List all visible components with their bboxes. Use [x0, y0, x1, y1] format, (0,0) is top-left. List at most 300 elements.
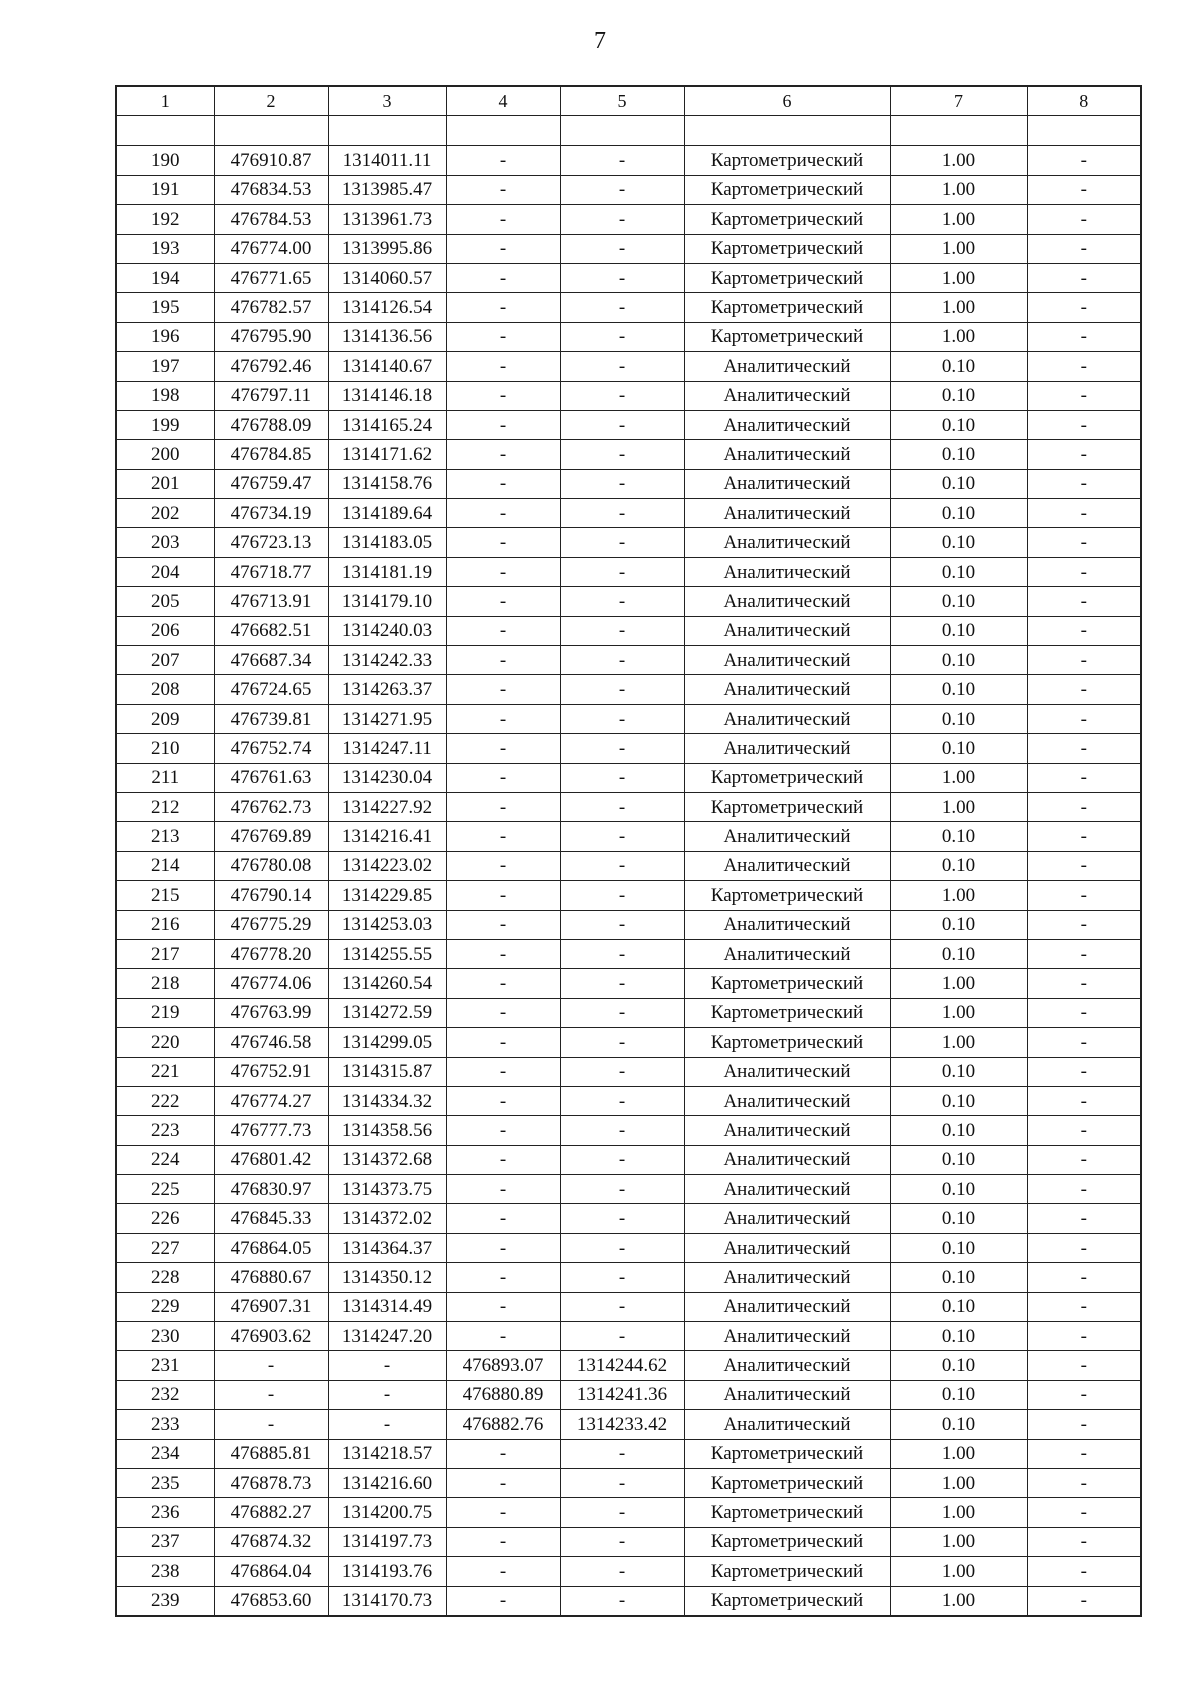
table-cell: - — [560, 1498, 684, 1527]
table-cell: 1314216.60 — [328, 1468, 446, 1497]
table-cell: 1.00 — [890, 1527, 1027, 1556]
table-cell: 1314299.05 — [328, 1028, 446, 1057]
table-row — [116, 675, 1141, 704]
table-cell: 476893.07 — [446, 1351, 560, 1380]
table-cell: 223 — [116, 1116, 214, 1145]
table-cell: 192 — [116, 205, 214, 234]
table-cell: Аналитический — [684, 557, 890, 586]
table-cell: - — [1027, 1292, 1141, 1321]
table-cell: - — [1027, 1057, 1141, 1086]
table-cell: - — [1027, 851, 1141, 880]
table-cell: - — [560, 1292, 684, 1321]
table-cell — [116, 116, 214, 146]
table-cell: - — [560, 1557, 684, 1586]
table-cell: Аналитический — [684, 1351, 890, 1380]
column-header: 1 — [116, 86, 214, 116]
table-cell: Картометрический — [684, 763, 890, 792]
table-cell: - — [560, 910, 684, 939]
table-cell: - — [560, 1116, 684, 1145]
table-cell: - — [446, 1263, 560, 1292]
table-cell: - — [446, 440, 560, 469]
table-cell: Аналитический — [684, 646, 890, 675]
table-cell: 0.10 — [890, 851, 1027, 880]
table-cell: 0.10 — [890, 939, 1027, 968]
table-cell: - — [560, 1175, 684, 1204]
table-cell: Аналитический — [684, 851, 890, 880]
table-cell: Аналитический — [684, 440, 890, 469]
table-cell: - — [446, 557, 560, 586]
table-cell: 1314372.68 — [328, 1145, 446, 1174]
table-cell: 237 — [116, 1527, 214, 1556]
table-cell: Аналитический — [684, 616, 890, 645]
table-cell: - — [446, 587, 560, 616]
table-cell: - — [1027, 969, 1141, 998]
table-cell: 476830.97 — [214, 1175, 328, 1204]
table-cell: Картометрический — [684, 146, 890, 175]
table-cell: Аналитический — [684, 410, 890, 439]
table-row — [116, 499, 1141, 528]
table-cell: - — [446, 499, 560, 528]
table-cell: 194 — [116, 263, 214, 292]
table-cell: 476687.34 — [214, 646, 328, 675]
table-cell: Аналитический — [684, 734, 890, 763]
table-cell: 1314136.56 — [328, 322, 446, 351]
table-cell: - — [560, 998, 684, 1027]
table-cell: Аналитический — [684, 1145, 890, 1174]
table-cell: Картометрический — [684, 263, 890, 292]
table-cell — [1027, 116, 1141, 146]
table-cell: 0.10 — [890, 675, 1027, 704]
table-row — [116, 1204, 1141, 1233]
table-cell: 476778.20 — [214, 939, 328, 968]
table-cell: - — [560, 352, 684, 381]
table-cell: 197 — [116, 352, 214, 381]
table-cell: - — [560, 410, 684, 439]
table-cell: - — [1027, 1468, 1141, 1497]
table-cell: - — [1027, 704, 1141, 733]
table-cell: 1.00 — [890, 1439, 1027, 1468]
table-cell: Аналитический — [684, 587, 890, 616]
table-cell: - — [446, 528, 560, 557]
table-cell: - — [560, 205, 684, 234]
table-cell: Аналитический — [684, 499, 890, 528]
table-cell: 199 — [116, 410, 214, 439]
table-cell: 1314179.10 — [328, 587, 446, 616]
table-cell: 212 — [116, 792, 214, 821]
table-cell: 0.10 — [890, 1233, 1027, 1262]
table-cell: 1314314.49 — [328, 1292, 446, 1321]
table-cell: Картометрический — [684, 881, 890, 910]
table-cell: - — [1027, 1586, 1141, 1616]
table-cell: 219 — [116, 998, 214, 1027]
table-cell: 1314244.62 — [560, 1351, 684, 1380]
table-cell: 1.00 — [890, 969, 1027, 998]
table-cell: 476801.42 — [214, 1145, 328, 1174]
table-cell: - — [446, 146, 560, 175]
table-cell: - — [1027, 1380, 1141, 1409]
table-row — [116, 352, 1141, 381]
table-cell: - — [560, 528, 684, 557]
table-cell: 1314060.57 — [328, 263, 446, 292]
table-cell: - — [560, 734, 684, 763]
table-cell: 1313985.47 — [328, 175, 446, 204]
table-cell: Аналитический — [684, 1292, 890, 1321]
table-cell: 476734.19 — [214, 499, 328, 528]
table-cell: - — [1027, 675, 1141, 704]
table-row — [116, 528, 1141, 557]
table-cell: Картометрический — [684, 175, 890, 204]
table-cell: 476885.81 — [214, 1439, 328, 1468]
table-row — [116, 293, 1141, 322]
table-cell: 1314263.37 — [328, 675, 446, 704]
table-cell: 1314181.19 — [328, 557, 446, 586]
header-row — [116, 86, 1141, 116]
table-row — [116, 146, 1141, 175]
table-row — [116, 851, 1141, 880]
table-cell: - — [560, 1439, 684, 1468]
table-cell: 205 — [116, 587, 214, 616]
table-cell: 1314146.18 — [328, 381, 446, 410]
table-cell: Картометрический — [684, 1498, 890, 1527]
table-cell: - — [560, 851, 684, 880]
table-row — [116, 1086, 1141, 1115]
table-cell: 476795.90 — [214, 322, 328, 351]
table-cell: 238 — [116, 1557, 214, 1586]
table-cell: Аналитический — [684, 1057, 890, 1086]
table-cell: - — [560, 469, 684, 498]
table-cell: Аналитический — [684, 704, 890, 733]
table-row — [116, 587, 1141, 616]
table-cell: - — [446, 1498, 560, 1527]
table-cell: 476759.47 — [214, 469, 328, 498]
table-cell: 203 — [116, 528, 214, 557]
table-cell: 235 — [116, 1468, 214, 1497]
table-cell: Аналитический — [684, 1322, 890, 1351]
table-cell: - — [560, 234, 684, 263]
table-cell: - — [446, 1145, 560, 1174]
page-number: 7 — [594, 28, 606, 54]
table-cell: 476907.31 — [214, 1292, 328, 1321]
table-cell: 190 — [116, 146, 214, 175]
table-cell: - — [1027, 763, 1141, 792]
table-cell: 476797.11 — [214, 381, 328, 410]
table-cell: - — [1027, 1233, 1141, 1262]
table-cell: 476774.06 — [214, 969, 328, 998]
table-row — [116, 1527, 1141, 1556]
table-cell: 1.00 — [890, 881, 1027, 910]
table-cell: - — [560, 1204, 684, 1233]
table-cell: Аналитический — [684, 528, 890, 557]
table-cell: Картометрический — [684, 293, 890, 322]
table-cell: 224 — [116, 1145, 214, 1174]
table-cell: 1314255.55 — [328, 939, 446, 968]
table-cell: - — [446, 704, 560, 733]
table-row — [116, 822, 1141, 851]
table-cell: - — [1027, 557, 1141, 586]
table-cell: - — [214, 1380, 328, 1409]
table-cell: Картометрический — [684, 792, 890, 821]
table-row — [116, 910, 1141, 939]
table-cell: - — [1027, 205, 1141, 234]
table-cell: - — [1027, 998, 1141, 1027]
table-cell: - — [1027, 910, 1141, 939]
table-cell: - — [560, 322, 684, 351]
table-cell: 230 — [116, 1322, 214, 1351]
table-cell: 476882.27 — [214, 1498, 328, 1527]
table-cell: 201 — [116, 469, 214, 498]
table-cell: 0.10 — [890, 1351, 1027, 1380]
table-cell: - — [560, 939, 684, 968]
table-cell: 1314197.73 — [328, 1527, 446, 1556]
table-cell: 476777.73 — [214, 1116, 328, 1145]
table-cell: Картометрический — [684, 1028, 890, 1057]
table-row — [116, 263, 1141, 292]
table-cell: - — [446, 1057, 560, 1086]
table-cell: 476774.00 — [214, 234, 328, 263]
table-cell: Аналитический — [684, 1204, 890, 1233]
table-cell: 0.10 — [890, 1204, 1027, 1233]
table-cell: - — [446, 175, 560, 204]
table-cell: - — [328, 1380, 446, 1409]
table-cell: 239 — [116, 1586, 214, 1616]
table-cell: 476784.85 — [214, 440, 328, 469]
table-row — [116, 646, 1141, 675]
table-cell: - — [1027, 734, 1141, 763]
table-cell: - — [446, 763, 560, 792]
table-cell: - — [1027, 381, 1141, 410]
table-row — [116, 175, 1141, 204]
table-cell: 1314140.67 — [328, 352, 446, 381]
table-cell: 1.00 — [890, 293, 1027, 322]
table-cell: Картометрический — [684, 1557, 890, 1586]
table-cell: 1.00 — [890, 1028, 1027, 1057]
table-cell — [328, 116, 446, 146]
table-cell: - — [1027, 146, 1141, 175]
table-cell: 1.00 — [890, 1557, 1027, 1586]
table-cell: Аналитический — [684, 469, 890, 498]
table-cell: - — [1027, 469, 1141, 498]
table-cell: - — [1027, 528, 1141, 557]
table-cell: - — [560, 381, 684, 410]
table-row — [116, 1057, 1141, 1086]
table-cell: - — [446, 646, 560, 675]
table-cell: - — [560, 1233, 684, 1262]
table-cell: - — [560, 1145, 684, 1174]
table-cell: 214 — [116, 851, 214, 880]
table-cell: 476834.53 — [214, 175, 328, 204]
table-cell: - — [560, 499, 684, 528]
table-cell: - — [446, 1233, 560, 1262]
table-row — [116, 998, 1141, 1027]
table-cell: - — [560, 1322, 684, 1351]
table-cell: 1314216.41 — [328, 822, 446, 851]
table-cell: 218 — [116, 969, 214, 998]
table-row — [116, 234, 1141, 263]
table-cell: 0.10 — [890, 910, 1027, 939]
table-cell: - — [446, 969, 560, 998]
table-cell: Картометрический — [684, 234, 890, 263]
table-cell: 1314247.11 — [328, 734, 446, 763]
table-cell: 476845.33 — [214, 1204, 328, 1233]
table-cell — [214, 116, 328, 146]
table-row — [116, 1586, 1141, 1616]
table-cell: 216 — [116, 910, 214, 939]
table-row — [116, 1439, 1141, 1468]
table-row — [116, 881, 1141, 910]
table-cell: 231 — [116, 1351, 214, 1380]
table-cell: Аналитический — [684, 352, 890, 381]
table-cell: 209 — [116, 704, 214, 733]
table-cell: 0.10 — [890, 646, 1027, 675]
table-cell: 476864.05 — [214, 1233, 328, 1262]
table-cell: 1314272.59 — [328, 998, 446, 1027]
table-row — [116, 939, 1141, 968]
table-cell: - — [560, 822, 684, 851]
table-cell: - — [446, 322, 560, 351]
table-cell: Аналитический — [684, 1086, 890, 1115]
table-cell: 476792.46 — [214, 352, 328, 381]
table-cell: 215 — [116, 881, 214, 910]
table-cell: 1.00 — [890, 1498, 1027, 1527]
table-cell: 0.10 — [890, 410, 1027, 439]
table-cell: 476752.91 — [214, 1057, 328, 1086]
table-cell: 1314189.64 — [328, 499, 446, 528]
column-header: 5 — [560, 86, 684, 116]
table-cell: - — [1027, 1086, 1141, 1115]
column-header: 2 — [214, 86, 328, 116]
table-cell: - — [446, 263, 560, 292]
table-cell: 0.10 — [890, 528, 1027, 557]
table-cell: - — [446, 881, 560, 910]
table-cell: Картометрический — [684, 1468, 890, 1497]
table-cell: Аналитический — [684, 910, 890, 939]
table-cell: 234 — [116, 1439, 214, 1468]
table-cell: 1314240.03 — [328, 616, 446, 645]
table-cell: - — [560, 146, 684, 175]
table-cell: 191 — [116, 175, 214, 204]
table-cell: 217 — [116, 939, 214, 968]
table-cell: Аналитический — [684, 1263, 890, 1292]
table-body — [116, 116, 1141, 1616]
table-cell: - — [1027, 939, 1141, 968]
blank-row — [116, 116, 1141, 146]
table-cell: Аналитический — [684, 1233, 890, 1262]
table-cell: Аналитический — [684, 939, 890, 968]
table-cell: 1314241.36 — [560, 1380, 684, 1409]
table-cell: 1314126.54 — [328, 293, 446, 322]
table-cell: - — [560, 792, 684, 821]
table-cell: 0.10 — [890, 1380, 1027, 1409]
table-cell: - — [560, 557, 684, 586]
table-cell: 0.10 — [890, 469, 1027, 498]
table-cell: - — [1027, 616, 1141, 645]
table-cell: 476882.76 — [446, 1410, 560, 1439]
column-header: 8 — [1027, 86, 1141, 116]
table-cell: 208 — [116, 675, 214, 704]
table-cell — [684, 116, 890, 146]
table-cell: 476853.60 — [214, 1586, 328, 1616]
table-row — [116, 322, 1141, 351]
table-cell: 1314271.95 — [328, 704, 446, 733]
table-cell: - — [446, 1086, 560, 1115]
table-cell: 476713.91 — [214, 587, 328, 616]
table-row — [116, 381, 1141, 410]
table-cell: 476782.57 — [214, 293, 328, 322]
table-cell: - — [1027, 881, 1141, 910]
table-cell: 1314011.11 — [328, 146, 446, 175]
table-cell: 476780.08 — [214, 851, 328, 880]
table-cell: 236 — [116, 1498, 214, 1527]
table-cell: - — [446, 1527, 560, 1556]
table-cell: - — [446, 1116, 560, 1145]
table-cell: - — [328, 1410, 446, 1439]
table-cell: - — [560, 293, 684, 322]
table-cell: 476874.32 — [214, 1527, 328, 1556]
table-cell: - — [560, 616, 684, 645]
table-cell: 1.00 — [890, 205, 1027, 234]
table-cell: 198 — [116, 381, 214, 410]
table-cell — [560, 116, 684, 146]
table-cell: - — [1027, 1410, 1141, 1439]
table-cell: 222 — [116, 1086, 214, 1115]
table-row — [116, 1557, 1141, 1586]
table-cell: 204 — [116, 557, 214, 586]
table-cell: 0.10 — [890, 1322, 1027, 1351]
table-cell: - — [560, 646, 684, 675]
table-cell: - — [446, 792, 560, 821]
table-cell: 476903.62 — [214, 1322, 328, 1351]
table-row — [116, 616, 1141, 645]
table-cell: - — [446, 910, 560, 939]
table-cell: - — [560, 1468, 684, 1497]
table-cell: 193 — [116, 234, 214, 263]
table-cell: 476880.89 — [446, 1380, 560, 1409]
table-cell: - — [446, 293, 560, 322]
table-cell: 200 — [116, 440, 214, 469]
table-cell: - — [446, 1439, 560, 1468]
table-cell: 0.10 — [890, 499, 1027, 528]
table-cell: Картометрический — [684, 322, 890, 351]
table-row — [116, 1468, 1141, 1497]
table-cell: 195 — [116, 293, 214, 322]
table-cell: 0.10 — [890, 1116, 1027, 1145]
table-cell — [446, 116, 560, 146]
table-cell: 476910.87 — [214, 146, 328, 175]
table-cell: - — [446, 1468, 560, 1497]
table-cell: 476761.63 — [214, 763, 328, 792]
table-cell: 476682.51 — [214, 616, 328, 645]
table-row — [116, 557, 1141, 586]
table-cell: - — [446, 469, 560, 498]
table-cell: 210 — [116, 734, 214, 763]
table-cell: 0.10 — [890, 1410, 1027, 1439]
table-cell: - — [1027, 1498, 1141, 1527]
table-cell: - — [1027, 499, 1141, 528]
table-cell: - — [1027, 1322, 1141, 1351]
table-row — [116, 1292, 1141, 1321]
table-cell: Картометрический — [684, 969, 890, 998]
table-cell: - — [1027, 1527, 1141, 1556]
table-cell: 1314193.76 — [328, 1557, 446, 1586]
table-cell: - — [1027, 263, 1141, 292]
table-cell: - — [214, 1351, 328, 1380]
table-cell: - — [1027, 322, 1141, 351]
table-cell: 476769.89 — [214, 822, 328, 851]
table-cell: 0.10 — [890, 734, 1027, 763]
table-row — [116, 1175, 1141, 1204]
table-cell: 1314350.12 — [328, 1263, 446, 1292]
table-cell: - — [446, 1028, 560, 1057]
